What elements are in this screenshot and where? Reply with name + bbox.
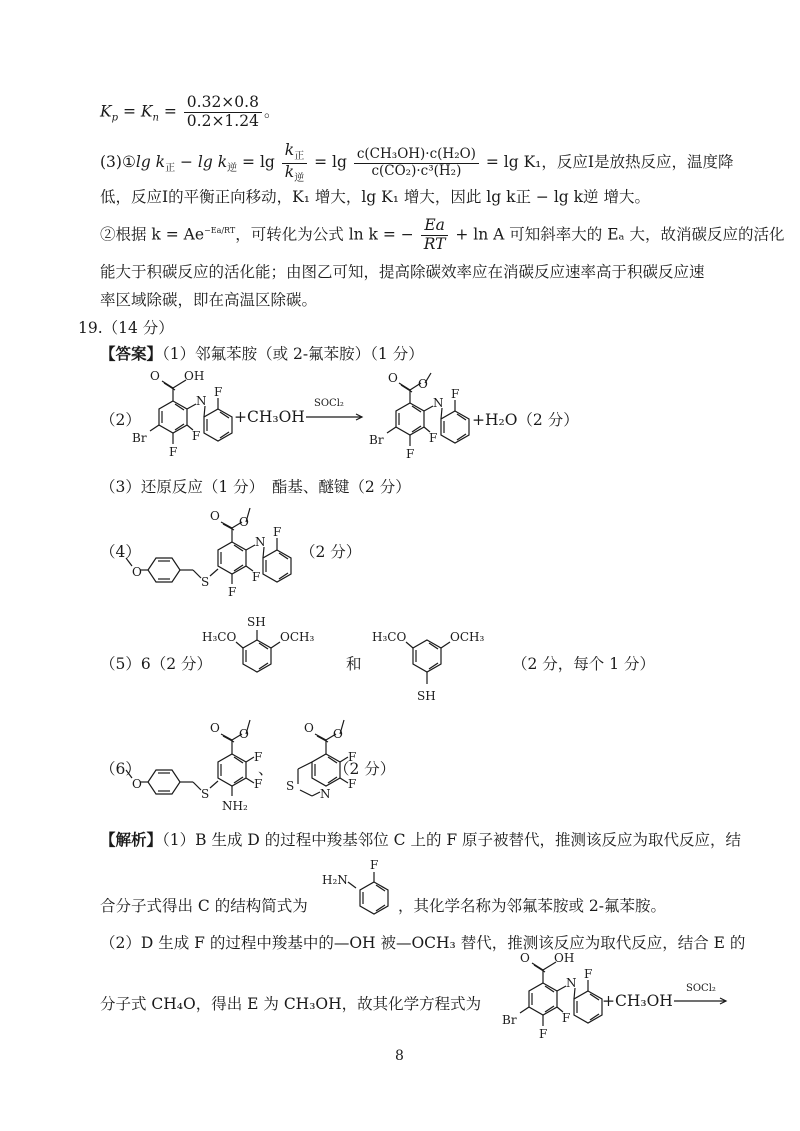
ester-oxygen: O (239, 727, 249, 741)
ester-oxygen: O (418, 377, 428, 391)
q3-part2-line3: 率区域除碳，即在高温区除碳。 (100, 291, 318, 309)
methoxy-oxygen: O (132, 777, 142, 791)
isomer-structure-1 (200, 608, 350, 703)
fluoro-label: F (429, 431, 438, 445)
analysis-line3: （2）D 生成 F 的过程中羧基中的—OH 被—OCH₃ 替代，推测该反应为取代反应，结合 E 的 (100, 934, 746, 952)
nh-n: N (566, 976, 577, 990)
page-number: 8 (395, 1048, 404, 1064)
methoxy-label: H₃CO (372, 630, 407, 644)
thioether-product-structure (118, 500, 318, 610)
a5-and: 和 (346, 655, 362, 673)
a6-separator: 、 (258, 760, 274, 778)
nitrogen-label: N (320, 787, 331, 801)
methoxy-label: OCH₃ (280, 630, 315, 644)
equilibrium-fraction: $\frac{\text{c(CH₃OH)·c(H₂O)}}{\text{c(CO₂)·c³(H₂)}}$ (354, 147, 479, 179)
fluoro-label: F (562, 1011, 571, 1025)
kp-fraction: $\frac{0.32\times 0.8}{0.2\times 1.24}$ (184, 94, 262, 131)
carbonyl-oxygen: O (304, 721, 314, 735)
a2-reagent: SOCl₂ (314, 398, 344, 409)
carbonyl-oxygen: O (520, 951, 530, 965)
ester-oxygen: O (333, 727, 343, 741)
analysis-line2b: ，其化学名称为邻氟苯胺或 2-氟苯胺。 (398, 897, 667, 915)
fluoro-label: F (273, 525, 282, 539)
sulfur-label: S (201, 787, 210, 801)
amino-label: NH₂ (222, 799, 248, 813)
bromo-label: Br (502, 1013, 517, 1027)
analysis-reagent: SOCl₂ (686, 983, 716, 994)
q3-part2-line2: 能大于积碳反应的活化能；由图乙可知，提高除碳效率应在消碳反应速率高于积碳反应速 (100, 263, 705, 281)
fluoro-label: F (348, 750, 357, 764)
a4-score: （2 分） (300, 543, 362, 561)
kp-expression: $K_p = K_n$ = $\frac{0.32\times 0.8}{0.2\times 1.24}$ 。 (100, 93, 280, 130)
fluoro-label: F (254, 777, 263, 791)
sulfur-label: S (201, 575, 210, 589)
a2-label: （2） (100, 411, 141, 429)
fluoro-label: F (192, 429, 201, 443)
carbonyl-oxygen: O (388, 371, 398, 385)
nh-n: N (255, 535, 266, 549)
fluoro-label: F (252, 570, 261, 584)
a5-label: （5）6（2 分） (100, 655, 213, 673)
a3-line: （3）还原反应（1 分） 酯基、醚键（2 分） (100, 478, 411, 496)
carbonyl-oxygen: O (210, 721, 220, 735)
a6-label: （6） (100, 760, 141, 778)
methoxy-label: OCH₃ (450, 630, 485, 644)
hydroxyl-label: OH (554, 951, 575, 965)
fluoro-label: F (451, 387, 460, 401)
q19-answer-line1: 【答案】（1）邻氟苯胺（或 2-氟苯胺）（1 分） (100, 344, 424, 363)
a4-label: （4） (100, 543, 141, 561)
isomer-structure-2 (370, 608, 520, 713)
carbonyl-oxygen: O (150, 369, 160, 383)
q3-part2-line1: ②根据 $k = Ae^{-Ea/RT}$，可转化为公式 ln k = − $\frac{Ea}{RT}$ + ln A 可知斜率大的 Eₐ 大，故消碳反应的活化 (100, 216, 785, 253)
amine-intermediate-structure (118, 712, 278, 822)
fluoro-label: F (584, 967, 593, 981)
analysis-plus-methanol: +CH₃OH (602, 992, 673, 1010)
bromo-label: Br (369, 433, 384, 447)
amino-label: H₂N (322, 873, 348, 887)
reaction-arrow-2 (674, 996, 732, 1006)
methoxy-oxygen: O (132, 565, 142, 579)
carbonyl-oxygen: O (210, 509, 220, 523)
rate-ratio-fraction: $\frac{k_正}{k_逆}$ (282, 142, 307, 184)
a2-water-score: +H₂O（2 分） (472, 411, 579, 429)
ester-product-structure (355, 368, 480, 468)
fluoro-label: F (169, 445, 178, 459)
arrhenius-fraction: $\frac{Ea}{RT}$ (421, 217, 449, 254)
analysis-line4: 分子式 CH₄O，得出 E 为 CH₃OH，故其化学方程式为 (100, 995, 482, 1013)
nh-n: N (196, 394, 207, 408)
analysis-line2a: 合分子式得出 C 的结构简式为 (100, 897, 308, 915)
analysis-line1: 【解析】（1）B 生成 D 的过程中羧基邻位 C 上的 F 原子被替代，推测该反应为取代反应，结 (100, 830, 742, 849)
a6-score: （2 分） (334, 760, 396, 778)
a5-score: （2 分，每个 1 分） (512, 655, 656, 673)
q19-header: 19.（14 分） (78, 319, 174, 337)
sulfur-label: S (286, 779, 295, 793)
fluoro-label: F (539, 1027, 548, 1041)
thiol-label: SH (417, 689, 436, 703)
q3-line1: (3)①lg $k_正 - \lg k_逆 = \lg$ $\frac{k_正}{k_逆}$ = lg $\frac{\text{c(CH₃OH)·c(H₂O)}}{\text{c(CO₂)·c³(H₂)}}$ = lg K₁，反应Ⅰ是放热反应，温度降 (100, 141, 734, 184)
a2-plus-methanol: +CH₃OH (234, 408, 305, 426)
q3-line2: 低，反应Ⅰ的平衡正向移动，K₁ 增大，lg K₁ 增大，因此 lg k正 − lg k逆 增大。 (100, 188, 650, 206)
fluoro-label: F (370, 858, 379, 872)
acid-reactant-structure-2 (488, 948, 603, 1048)
acid-reactant-structure (118, 366, 233, 466)
fluoro-label: F (214, 385, 223, 399)
thiol-label: SH (247, 615, 266, 629)
bromo-label: Br (132, 431, 147, 445)
fluoro-label: F (254, 750, 263, 764)
nh-n: N (433, 396, 444, 410)
methoxy-label: H₃CO (202, 630, 237, 644)
fluoroaniline-structure (318, 854, 408, 934)
ester-oxygen: O (239, 515, 249, 529)
fluoro-label: F (406, 447, 415, 461)
fluoro-label: F (348, 777, 357, 791)
fluoro-label: F (228, 585, 237, 599)
hydroxyl-label: OH (184, 369, 205, 383)
